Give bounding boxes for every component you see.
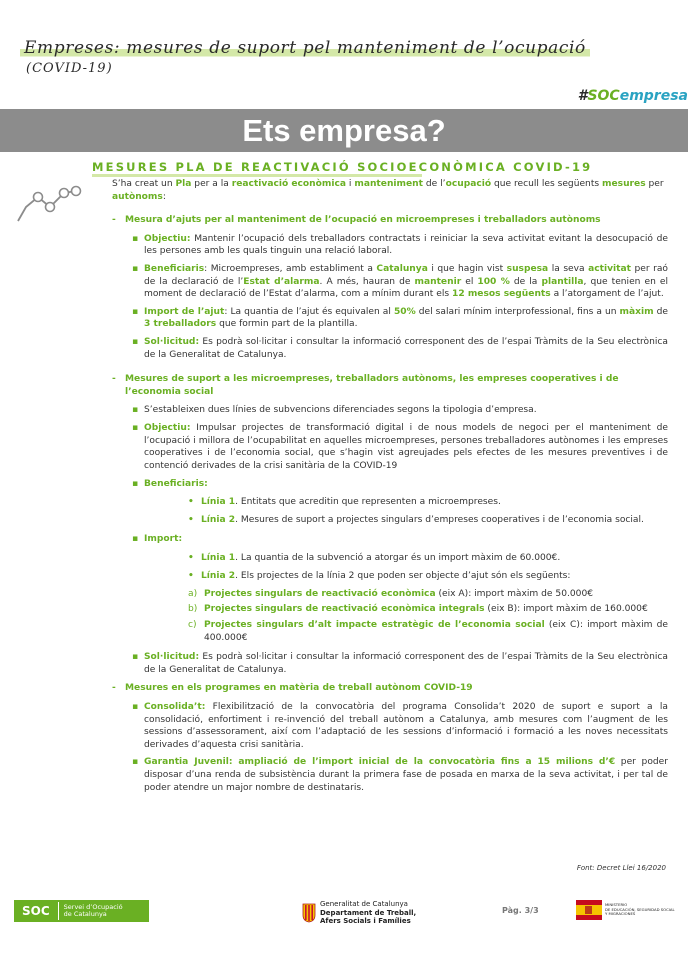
content-body <box>112 178 668 794</box>
import-linia-2: • Línia 2. Els projectes de la línia 2 que poden ser objecte d’ajut són els següents: <box>188 571 571 582</box>
measure-1-import: ▪ Import de l’ajut: La quantia de l’ajut és equivalen al 50% del salari mínim interprofessional, fins a un màxim de 3 treballadors que formin part de la plantilla. <box>132 306 668 330</box>
measure-2-intro: ▪ S’estableixen dues línies de subvencions diferenciades segons la tipologia d’empresa. <box>132 405 537 416</box>
document-header <box>20 38 670 76</box>
beneficiaris-linia-2: • Línia 2. Mesures de suport a projectes singulars d’empreses cooperatives i de l’economia social. <box>188 515 644 526</box>
spain-coat-of-arms-icon <box>576 900 602 920</box>
beneficiaris-linia-1: • Línia 1. Entitats que acreditin que representen a microempreses. <box>188 496 501 507</box>
measure-2-sollicitud: ▪ Sol·licitud: Es podrà sol·licitar i consultar la informació corresponent des de l’espai Tràmits de la Seu electrònica de la Generalitat de Catalunya. <box>132 652 668 675</box>
growth-chart-icon <box>14 183 82 225</box>
section-heading: MESURES PLA DE REACTIVACIÓ SOCIOECONÒMICA COVID-19 <box>92 160 593 174</box>
ministry-logo: MINISTERIO DE EDUCACIÓN, SEGURIDAD SOCIAL Y MIGRACIONES <box>576 900 675 920</box>
source-note: Font: Decret Llei 16/2020 <box>576 864 666 872</box>
measure-2-heading: - Mesures de suport a les microempreses, treballadors autònoms, les empreses cooperatives i de l’economia social <box>112 374 619 397</box>
senyera-shield-icon <box>302 903 316 923</box>
measure-1-sollicitud: ▪ Sol·licitud: Es podrà sol·licitar i consultar la informació corresponent des de l’espai Tràmits de la Seu electrònica de la Generalitat de Catalunya. <box>132 336 668 360</box>
import-linia-1: • Línia 1. La quantia de la subvenció a atorgar és un import màxim de 60.000€. <box>188 552 561 563</box>
subitem-c: c) Projectes singulars d’alt impacte estratègic de l’economia social (eix C): import màxim de 400.000€ <box>188 620 669 643</box>
page-number: Pàg. 3/3 <box>502 906 539 915</box>
generalitat-logo: Generalitat de Catalunya Departament de Treball, Afers Socials i Famílies <box>302 900 416 926</box>
measure-2-objectiu: ▪ Objectiu: Impulsar projectes de transformació digital i de nous models de negoci per el manteniment de l’ocupació i millora de l’ocupabilitat en aquelles microempreses, persones treballadores autònomes i les empreses cooperatives i de l’economia social, que s’hagin vist agreujades pels efectes de les mesures preventives i de contenció derivades de la crisi sanitària de la COVID-19 <box>132 422 668 471</box>
measure-3-consolidat: ▪ Consolida’t: Flexibilització de la convocatòria del programa Consolida’t 2020 de suport e suport a la consolidació, enfortiment i re-invenció del treball autònom a Catalunya, amb mesures com l’augment de les sessions d’assessorament, així com l’adaptació de les sessions d’informació i formació a les noves necessitats derivades d’aquesta crisi sanitària. <box>132 702 668 750</box>
bullet-dash: - <box>112 215 116 226</box>
measure-3-heading: - Mesures en els programes en matèria de treball autònom COVID-19 <box>112 683 473 694</box>
page-title: Empreses: mesures de suport pel manteniment de l’ocupació <box>20 38 590 58</box>
intro-paragraph: S’ha creat un Pla per a la reactivació econòmica i manteniment de l’ocupació que recull les següents mesures per autònoms: <box>112 179 664 202</box>
measure-2-beneficiaris: ▪ Beneficiaris: <box>132 479 208 490</box>
hashtag-soc-empresa: #SOCempresa <box>577 88 688 104</box>
page-subtitle: (COVID-19) <box>26 61 113 76</box>
measure-3-garantia-juvenil: ▪ Garantia Juvenil: ampliació de l’import inicial de la convocatòria fins a 15 milions d’€ per poder disposar d’una renda de subsistència durant la primera fase de posada en marxa de la seva activitat, i per tal de poder atendre un major nombre de destinataris. <box>132 757 668 793</box>
measure-1-beneficiaris: ▪ Beneficiaris: Microempreses, amb establiment a Catalunya i que hagin vist suspesa la seva activitat per raó de la declaració de l’Estat d’alarma. A més, hauran de mantenir el 100 % de la plantilla, que tenien en el moment de declaració de l’Estat d’alarma, com a mínim durant els 12 mesos següents a l’atorgament de l’ajut. <box>132 263 669 300</box>
subitem-b: b) Projectes singulars de reactivació econòmica integrals (eix B): import màxim de 160.000€ <box>188 604 648 615</box>
subitem-a: a) Projectes singulars de reactivació econòmica (eix A): import màxim de 50.000€ <box>188 588 594 599</box>
measure-1-heading: - Mesura d’ajuts per al manteniment de l’ocupació en microempreses i treballadors autònoms <box>112 215 601 226</box>
soc-logo: SOC Servei d’Ocupació de Catalunya <box>14 900 149 922</box>
banner-heading: Ets empresa? <box>0 109 688 152</box>
section-underline <box>92 174 422 177</box>
measure-2-import: ▪ Import: <box>132 534 183 545</box>
measure-1-objectiu: ▪ Objectiu: Mantenir l’ocupació dels treballadors contractats i reiniciar la seva activitat evitant la desocupació de les persones amb les quals tinguin una relació laboral. <box>132 233 668 257</box>
